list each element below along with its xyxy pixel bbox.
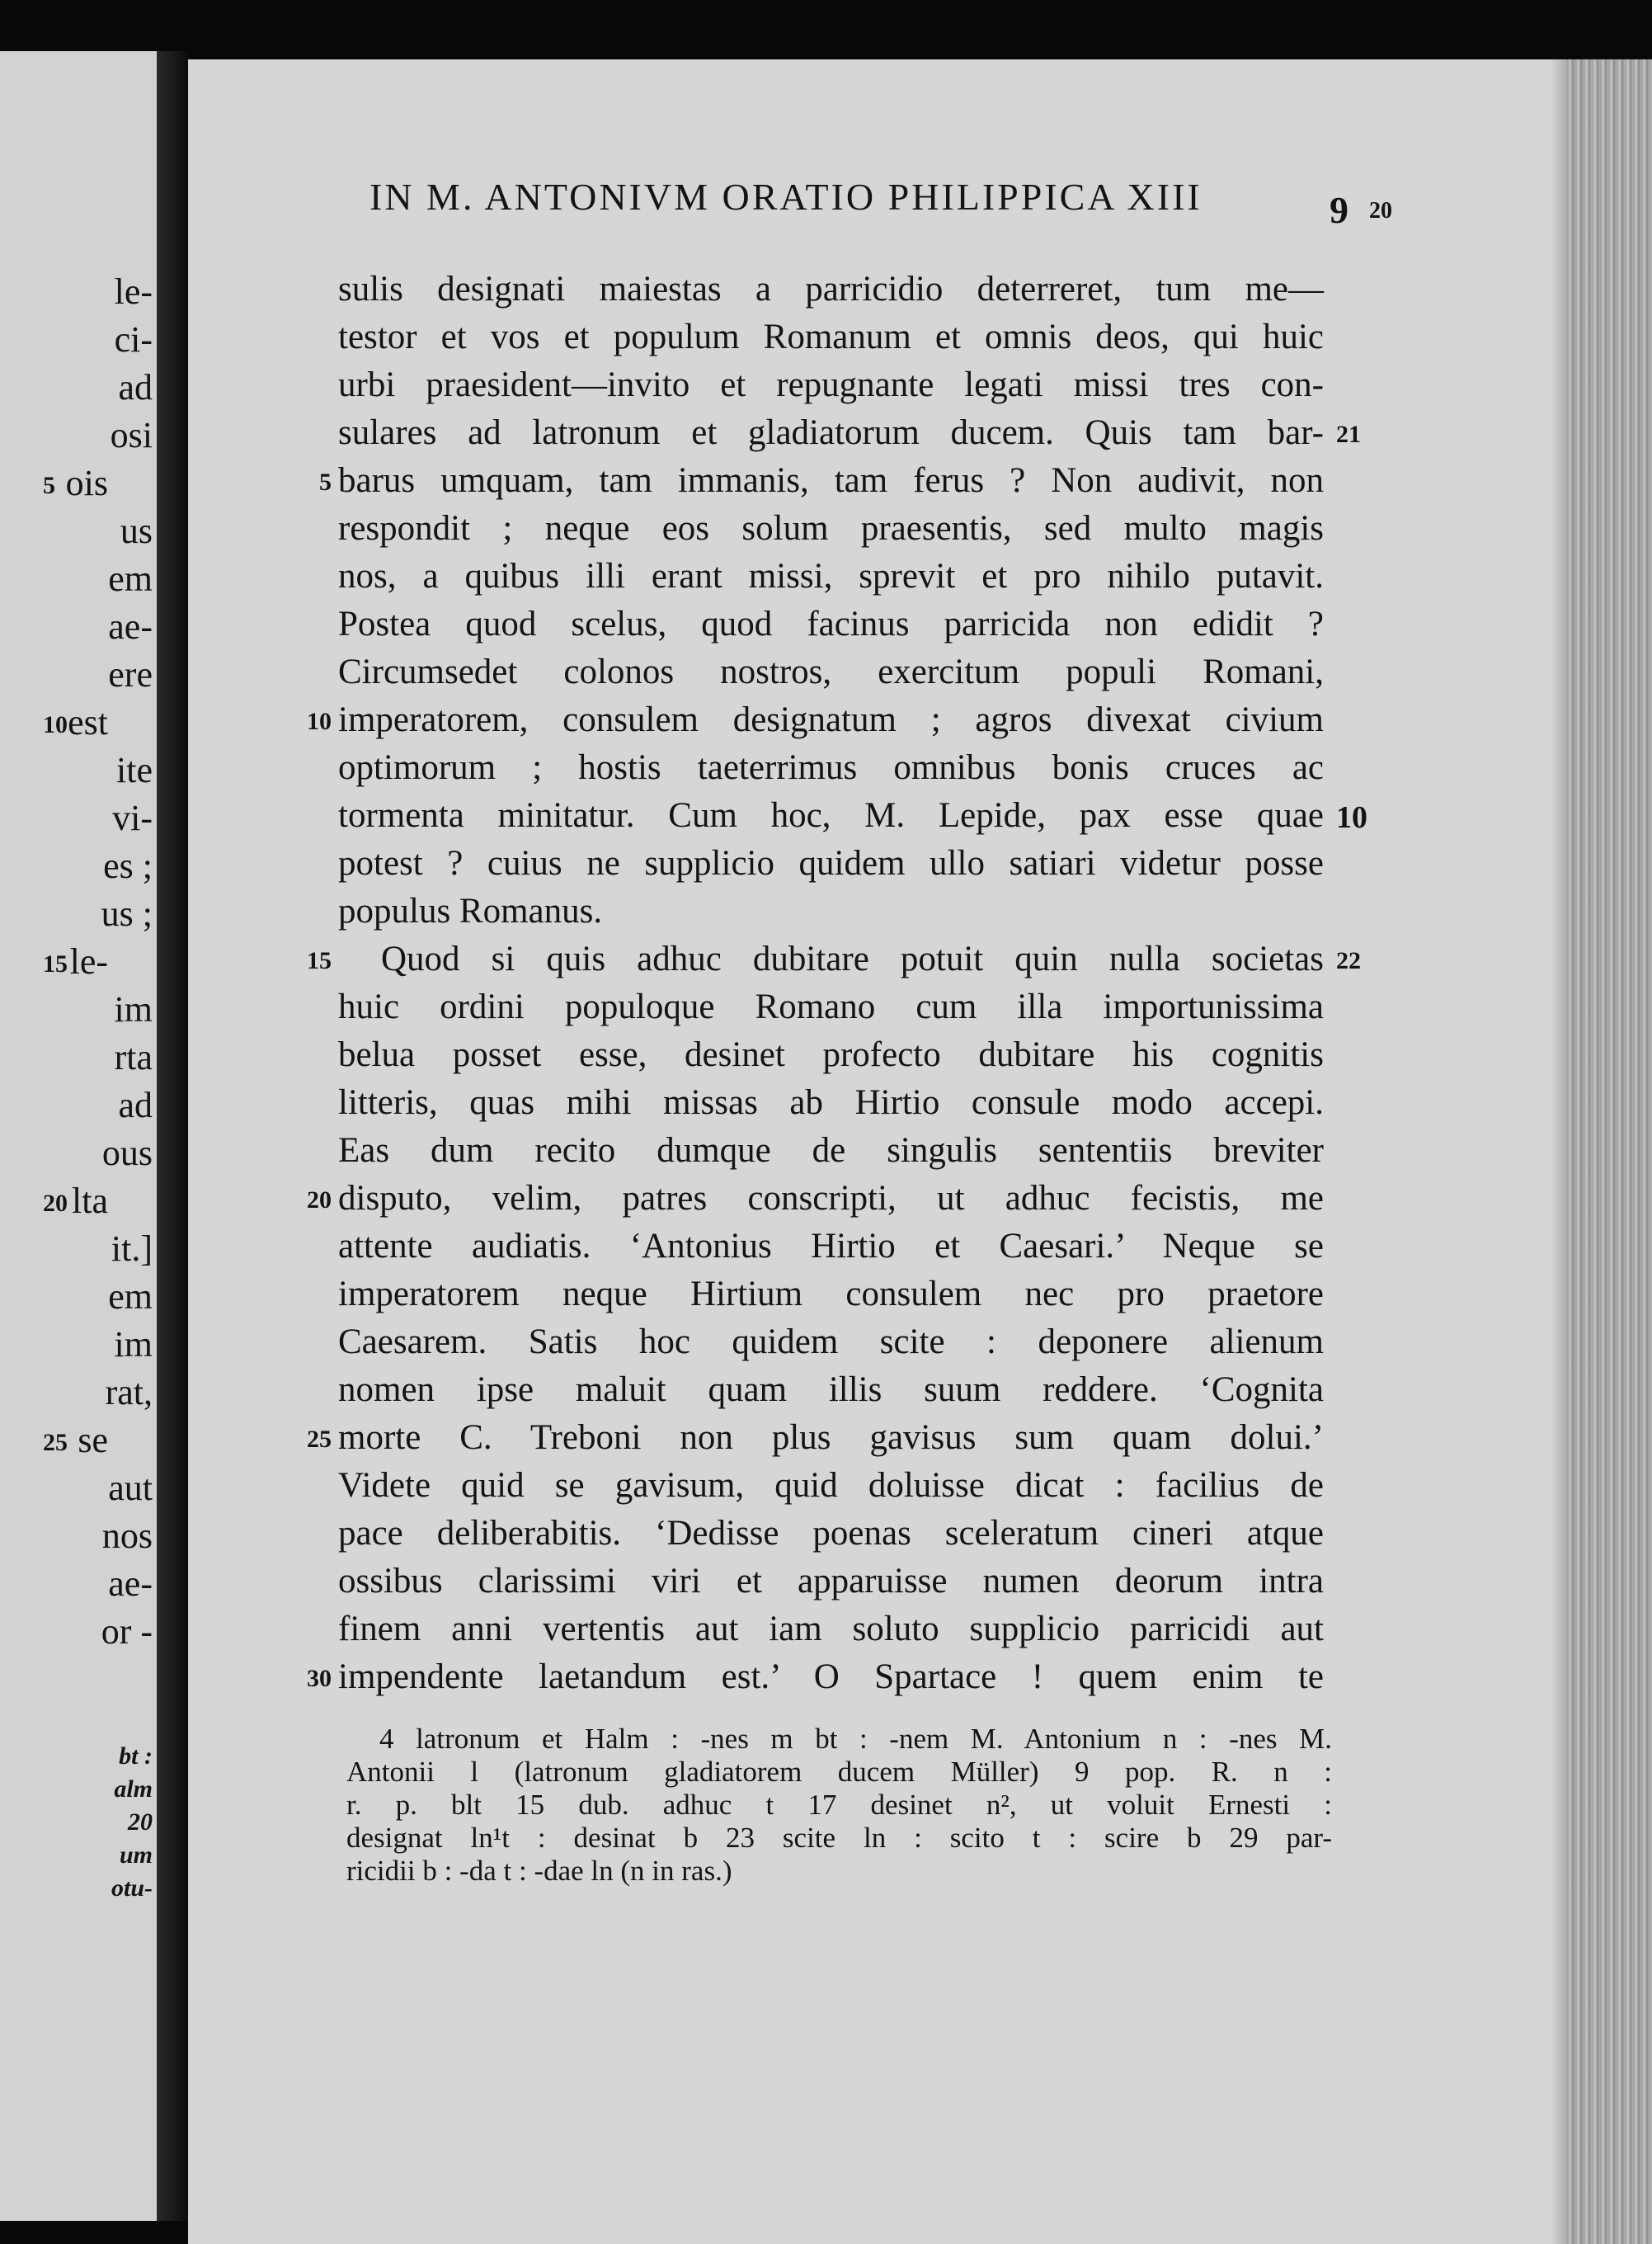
text-line: optimorum ; hostis taeterrimus omnibus bonis cruces ac (338, 748, 1324, 787)
left-fragment: lta (72, 1181, 108, 1221)
text-line: Circumsedet colonos nostros, exercitum populi Romani, (338, 653, 1324, 691)
left-fragment: im (114, 989, 153, 1030)
left-page-margin (0, 51, 161, 2221)
left-fragment: em (108, 1276, 153, 1317)
left-note-fragment: 20 (128, 1808, 153, 1836)
left-fragment: se (78, 1420, 108, 1460)
section-marker: 22 (1336, 947, 1361, 974)
text-line: pace deliberabitis. ‘Dedisse poenas sceleratum cineri atque (338, 1514, 1324, 1553)
left-note-fragment: alm (114, 1775, 153, 1803)
line-number: 10 (307, 708, 332, 735)
text-line: impendente laetandum est.’ O Spartace ! quem enim te (338, 1657, 1324, 1696)
left-fragment: osi (110, 415, 153, 455)
footnote-line: 4 latronum et Halm : -nes m bt : -nem M. Antonium n : -nes M. (379, 1723, 1332, 1755)
left-line-number: 5 (43, 472, 55, 499)
left-fragment: us ; (101, 893, 153, 934)
text-line: finem anni vertentis aut iam soluto supplicio parricidi aut (338, 1610, 1324, 1648)
left-line-number: 20 (43, 1190, 68, 1217)
left-fragment: em (108, 559, 153, 599)
text-line: Caesarem. Satis hoc quidem scite : deponere alienum (338, 1322, 1324, 1361)
text-line: nomen ipse maluit quam illis suum reddere. ‘Cognita (338, 1370, 1324, 1409)
text-line: sulares ad latronum et gladiatorum ducem. Quis tam bar- (338, 413, 1324, 452)
left-fragment: aut (108, 1468, 153, 1508)
left-fragment: rat, (105, 1372, 153, 1412)
text-line: morte C. Treboni non plus gavisus sum quam dolui.’ (338, 1418, 1324, 1457)
left-fragment: or - (101, 1611, 153, 1652)
text-line: Videte quid se gavisum, quid doluisse dicat : facilius de (338, 1466, 1324, 1505)
left-fragment: ad (118, 1085, 153, 1125)
text-line: nos, a quibus illi erant missi, sprevit et pro nihilo putavit. (338, 557, 1324, 596)
section-number: 20 (1369, 198, 1392, 224)
left-note-fragment: bt : (119, 1742, 153, 1770)
footnote-line: designat ln¹t : desinat b 23 scite ln : scito t : scire b 29 par- (346, 1822, 1332, 1854)
left-fragment: ad (118, 367, 153, 408)
left-fragment: us (120, 511, 153, 551)
line-number: 5 (319, 469, 332, 496)
text-line: tormenta minitatur. Cum hoc, M. Lepide, pax esse quae (338, 796, 1324, 835)
left-fragment: est (68, 702, 108, 742)
text-line: testor et vos et populum Romanum et omnis deos, qui huic (338, 318, 1324, 356)
left-note-fragment: um (119, 1841, 153, 1869)
line-number: 15 (307, 947, 332, 974)
text-line: Postea quod scelus, quod facinus parricida non edidit ? (338, 605, 1324, 644)
text-line: ossibus clarissimi viri et apparuisse numen deorum intra (338, 1562, 1324, 1600)
footnote-line: Antonii l (latronum gladiatorem ducem Müller) 9 pop. R. n : (346, 1756, 1332, 1788)
page-edges (1567, 59, 1652, 2244)
left-fragment: ae- (108, 1563, 153, 1604)
left-line-number: 25 (43, 1429, 68, 1456)
page-number: 9 (1330, 189, 1348, 231)
text-line: Quod si quis adhuc dubitare potuit quin nulla societas (381, 940, 1324, 978)
text-line: litteris, quas mihi missas ab Hirtio consule modo accepi. (338, 1083, 1324, 1122)
text-line: potest ? cuius ne supplicio quidem ullo satiari videtur posse (338, 844, 1324, 883)
left-line-number: 10 (43, 711, 68, 738)
left-fragment: es ; (103, 846, 153, 886)
text-line: attente audiatis. ‘Antonius Hirtio et Caesari.’ Neque se (338, 1227, 1324, 1266)
footnote-line: ricidii b : -da t : -dae ln (n in ras.) (346, 1855, 732, 1887)
left-fragment: it.] (111, 1228, 153, 1269)
left-fragment: ere (108, 654, 153, 695)
left-fragment: ci- (114, 319, 153, 360)
left-fragment: ous (101, 1133, 153, 1173)
running-head: IN M. ANTONIVM ORATIO PHILIPPICA XIII (369, 176, 1203, 218)
text-line: disputo, velim, patres conscripti, ut adhuc fecistis, me (338, 1179, 1324, 1218)
apparatus-criticus (346, 1723, 1332, 1888)
text-line: respondit ; neque eos solum praesentis, sed multo magis (338, 509, 1324, 548)
text-line: sulis designati maiestas a parricidio deterreret, tum me— (338, 270, 1324, 309)
left-note-fragment: otu- (111, 1874, 153, 1902)
left-fragment: im (114, 1324, 153, 1365)
left-fragment: rta (114, 1037, 153, 1077)
text-line: Eas dum recito dumque de singulis sententiis breviter (338, 1131, 1324, 1170)
left-fragment: ae- (108, 606, 153, 647)
footnote-line: r. p. blt 15 dub. adhuc t 17 desinet n², ut voluit Ernesti : (346, 1789, 1332, 1821)
left-line-number: 15 (43, 950, 68, 978)
text-line: urbi praesident—invito et repugnante legati missi tres con- (338, 365, 1324, 404)
book-gutter (157, 51, 190, 2221)
text-line: belua posset esse, desinet profecto dubitare his cognitis (338, 1035, 1324, 1074)
text-line: barus umquam, tam immanis, tam ferus ? Non audivit, non (338, 461, 1324, 500)
section-marker: 10 (1336, 800, 1367, 835)
text-line: huic ordini populoque Romano cum illa importunissima (338, 988, 1324, 1026)
line-number: 20 (307, 1186, 332, 1214)
text-line: imperatorem neque Hirtium consulem nec pro praetore (338, 1275, 1324, 1313)
left-fragment: ite (116, 750, 153, 790)
section-marker: 21 (1336, 421, 1361, 448)
left-fragment: le- (114, 271, 153, 312)
left-fragment: vi- (112, 798, 153, 838)
line-number: 25 (307, 1426, 332, 1453)
text-line: imperatorem, consulem designatum ; agros divexat civium (338, 700, 1324, 739)
text-line: populus Romanus. (338, 892, 603, 931)
left-fragment: le- (69, 941, 108, 982)
line-number: 30 (307, 1665, 332, 1692)
left-fragment: ois (65, 463, 108, 503)
left-fragment: nos (101, 1516, 153, 1556)
